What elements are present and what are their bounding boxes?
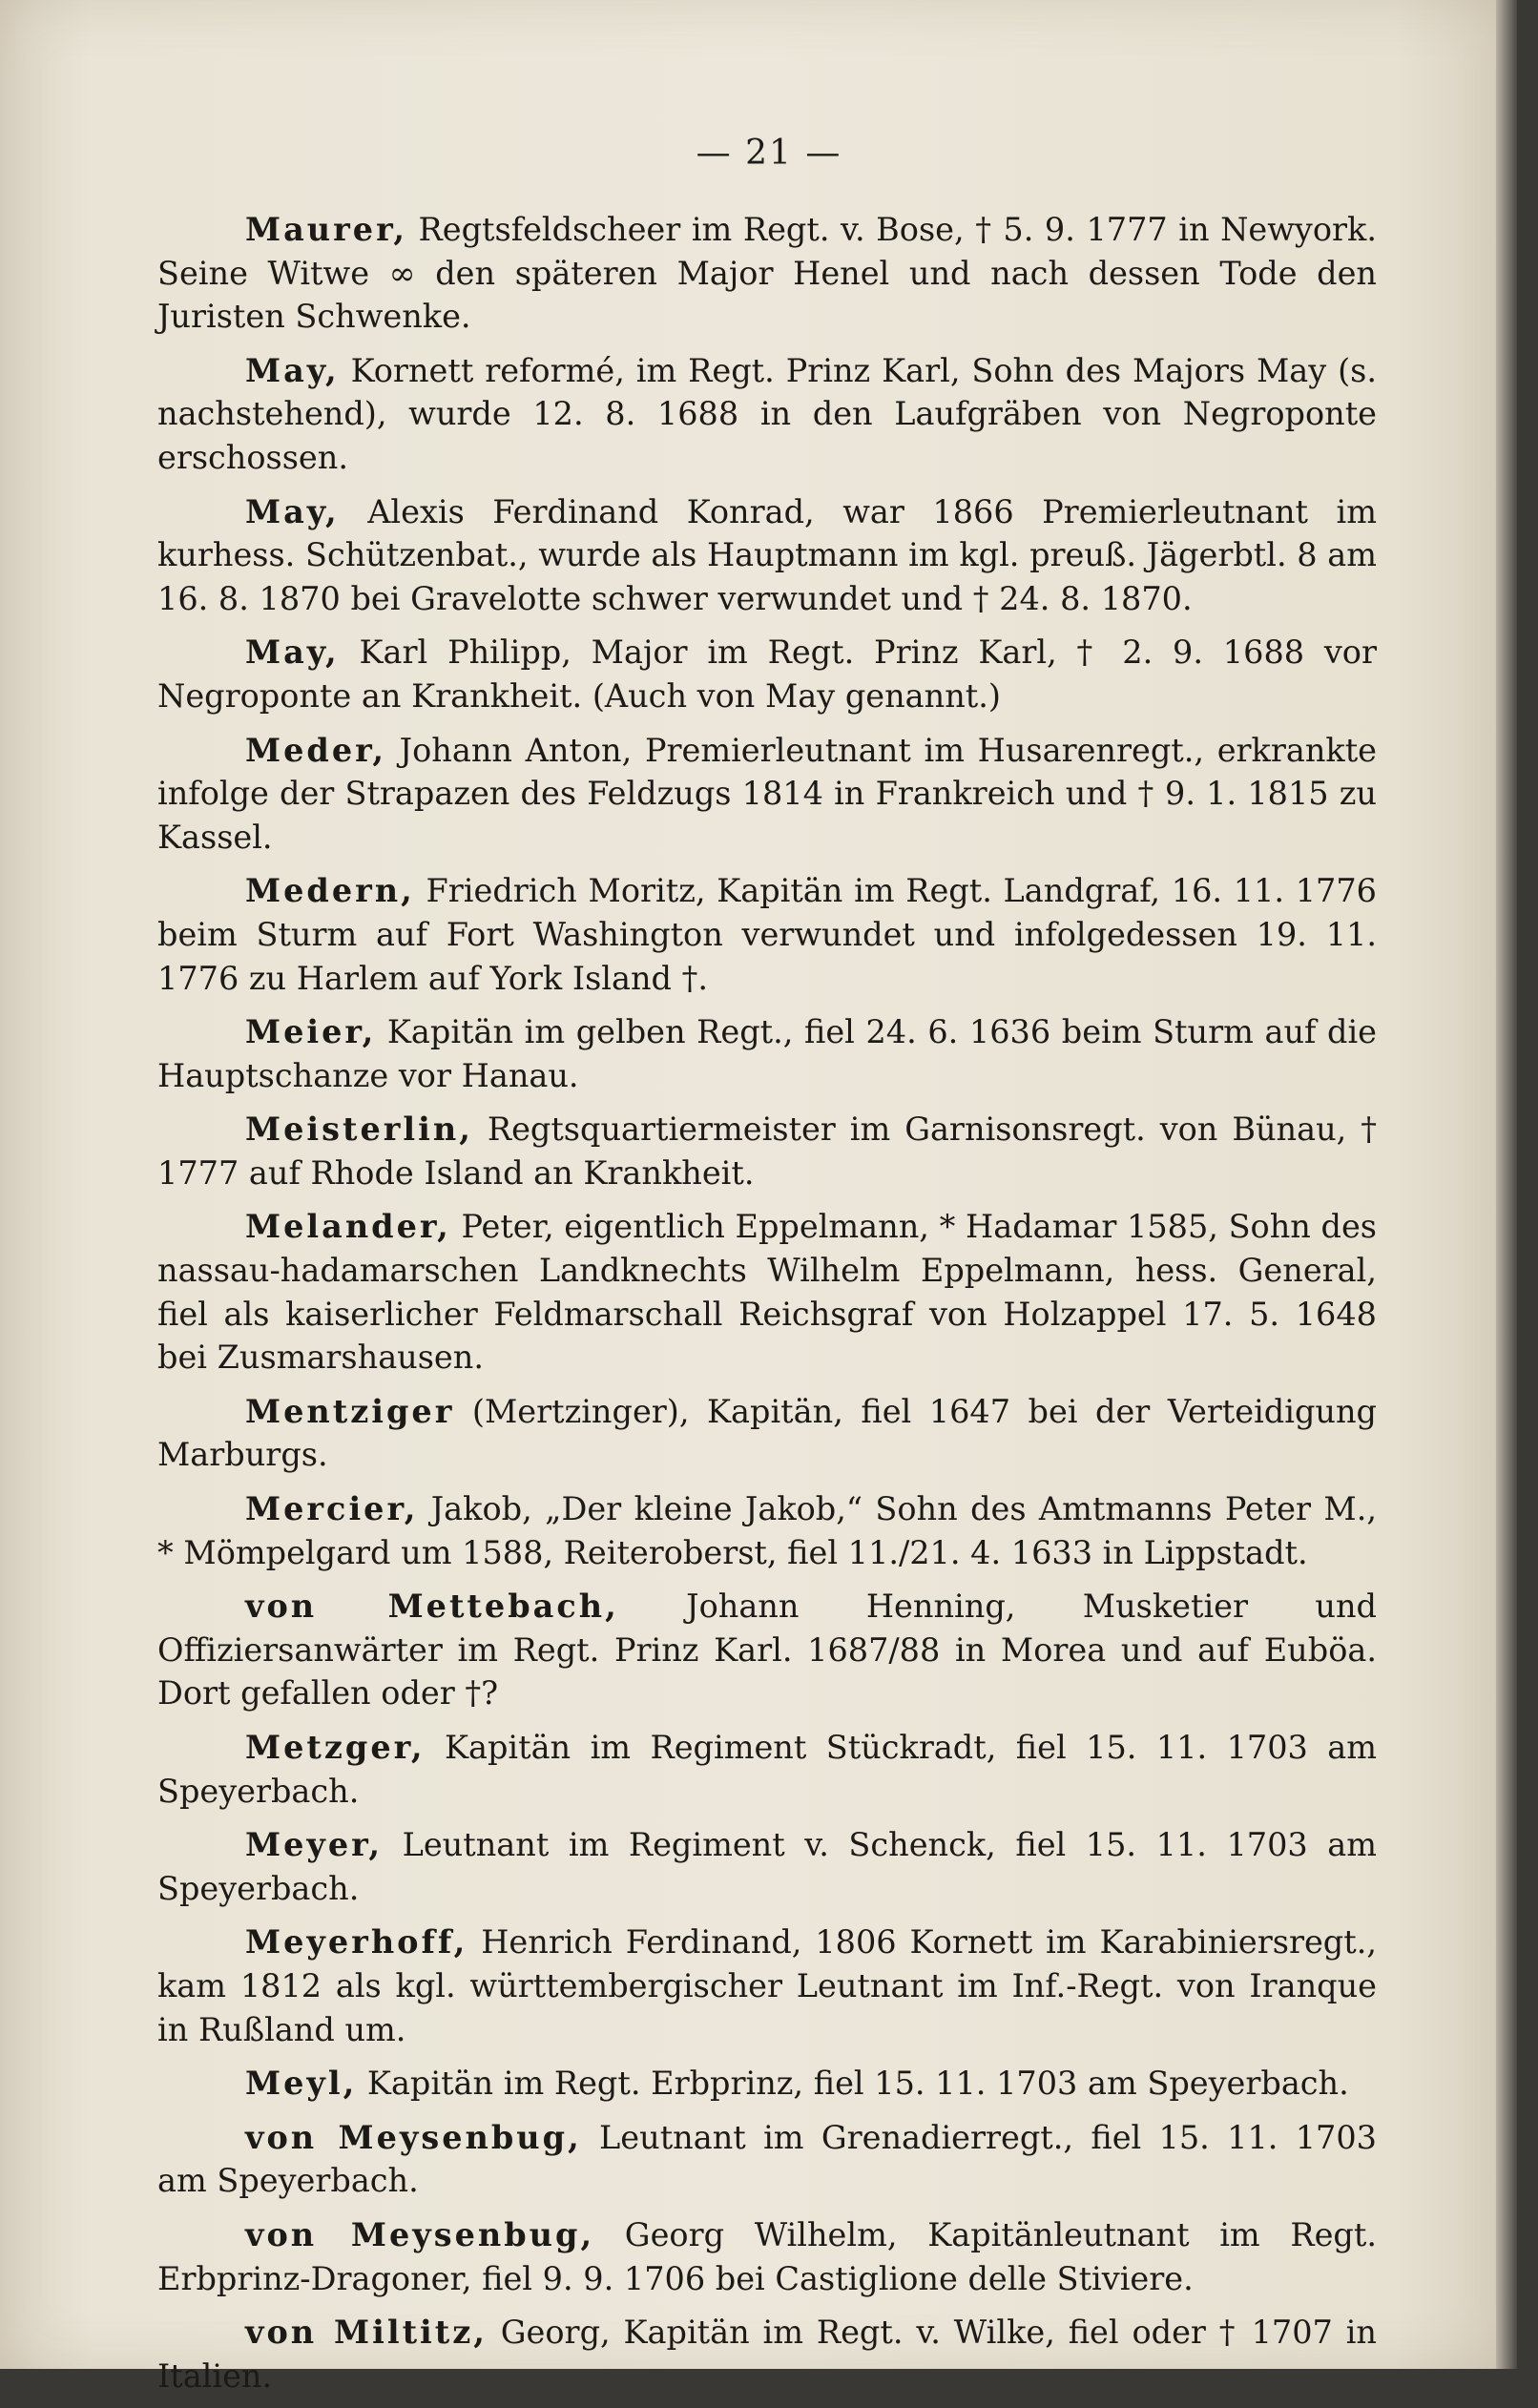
entry-name: Metzger, bbox=[245, 1729, 426, 1766]
entry-name: Meder, bbox=[245, 731, 387, 769]
entry-name: May, bbox=[245, 492, 340, 530]
list-item bbox=[157, 1205, 1377, 1379]
entry-text: Henrich Ferdinand, 1806 Kornett im Karabiniersregt., kam 1812 als kgl. württembergischer Leutnant im Inf.-Regt. von Iranque in Rußland um. bbox=[157, 1923, 1377, 2048]
entry-text: Leutnant im Grenadierregt., fiel 15. 11. 1703 am Speyerbach. bbox=[157, 2118, 1377, 2200]
list-item bbox=[157, 729, 1377, 860]
entry-name: von Meysenbug, bbox=[245, 2215, 595, 2253]
entry-text: Jakob, „Der kleine Jakob,“ Sohn des Amtmanns Peter M., * Mömpelgard um 1588, Reiteroberst, fiel 11./21. 4. 1633 in Lippstadt. bbox=[157, 1490, 1377, 1571]
page-number: — 21 — bbox=[696, 134, 842, 173]
entry-name: von Mettebach, bbox=[245, 1588, 619, 1626]
list-item bbox=[157, 2062, 1377, 2106]
list-item bbox=[157, 208, 1377, 339]
entry-text: Georg, Kapitän im Regt. v. Wilke, fiel oder † 1707 in Italien. bbox=[157, 2314, 1377, 2395]
entry-name: Meyerhoff, bbox=[245, 1923, 468, 1962]
list-item bbox=[157, 349, 1377, 480]
entry-name: von Miltitz, bbox=[245, 2314, 488, 2352]
entry-name: Maurer, bbox=[245, 211, 407, 248]
entry-text: Regtsquartiermeister im Garnisonsregt. von Bünau, † 1777 auf Rhode Island an Krankheit. bbox=[157, 1111, 1377, 1192]
list-item bbox=[157, 2213, 1377, 2300]
list-item bbox=[157, 1823, 1377, 1910]
entry-name: von Meysenbug, bbox=[245, 2118, 582, 2156]
entry-name: Meyl, bbox=[245, 2065, 358, 2103]
entry-text: Alexis Ferdinand Konrad, war 1866 Premierleutnant im kurhess. Schützenbat., wurde als Hauptmann im kgl. preuß. Jägerbtl. 8 am 16. 8. 1870 bei Gravelotte schwer verwundet und † 24. 8. 1870. bbox=[157, 492, 1377, 617]
entry-text: Kapitän im Regiment Stückradt, fiel 15. 11. 1703 am Speyerbach. bbox=[157, 1729, 1377, 1810]
entry-name: Mentziger bbox=[245, 1392, 455, 1430]
list-item bbox=[157, 1010, 1377, 1097]
list-item bbox=[157, 1390, 1377, 1477]
list-item bbox=[157, 1920, 1377, 2051]
entry-text: Kornett reformé, im Regt. Prinz Karl, Sohn des Majors May (s. nachstehend), wurde 12. 8. 1688 in den Laufgräben von Negroponte erschossen. bbox=[157, 351, 1377, 476]
entry-name: May, bbox=[245, 633, 340, 672]
entry-name: Meier, bbox=[245, 1013, 377, 1051]
entry-text: Kapitän im gelben Regt., fiel 24. 6. 1636 beim Sturm auf die Hauptschanze vor Hanau. bbox=[157, 1013, 1377, 1094]
page-edge bbox=[1496, 0, 1517, 2369]
entry-text: Johann Henning, Musketier und Offiziersanwärter im Regt. Prinz Karl. 1687/88 in Morea und auf Euböa. Dort gefallen oder †? bbox=[157, 1588, 1377, 1713]
entry-text: Leutnant im Regiment v. Schenck, fiel 15. 11. 1703 am Speyerbach. bbox=[157, 1826, 1377, 1907]
entry-text: Georg Wilhelm, Kapitänleutnant im Regt. Erbprinz-Dragoner, fiel 9. 9. 1706 bei Castiglione delle Stiviere. bbox=[157, 2215, 1377, 2297]
entry-name: Mercier, bbox=[245, 1490, 419, 1528]
entry-name: Meisterlin, bbox=[245, 1111, 473, 1149]
entry-name: May, bbox=[245, 351, 340, 389]
entry-text: Friedrich Moritz, Kapitän im Regt. Landgraf, 16. 11. 1776 beim Sturm auf Fort Washington verwundet und infolgedessen 19. 11. 1776 zu Harlem auf York Island †. bbox=[157, 872, 1377, 997]
entry-text: (Mertzinger), Kapitän, fiel 1647 bei der Verteidigung Marburgs. bbox=[157, 1392, 1377, 1474]
list-item bbox=[157, 1108, 1377, 1194]
entry-list bbox=[157, 208, 1377, 2408]
list-item bbox=[157, 631, 1377, 717]
list-item bbox=[157, 1585, 1377, 1715]
list-item bbox=[157, 869, 1377, 1000]
entry-name: Meyer, bbox=[245, 1826, 384, 1864]
entry-text: Karl Philipp, Major im Regt. Prinz Karl, † 2. 9. 1688 vor Negroponte an Krankheit. (Auch von May genannt.) bbox=[157, 633, 1377, 715]
entry-text: Kapitän im Regt. Erbprinz, fiel 15. 11. 1703 am Speyerbach. bbox=[357, 2065, 1349, 2103]
entry-text: Regtsfeldscheer im Regt. v. Bose, † 5. 9. 1777 in Newyork. Seine Witwe ∞ den späteren Major Henel und nach dessen Tode den Juristen Schwenke. bbox=[157, 211, 1377, 336]
entry-name: Melander, bbox=[245, 1208, 451, 1246]
list-item bbox=[157, 1726, 1377, 1813]
list-item bbox=[157, 490, 1377, 621]
entry-name: Medern, bbox=[245, 872, 415, 910]
entry-text: Johann Anton, Premierleutnant im Husarenregt., erkrankte infolge der Strapazen des Feldzugs 1814 in Frankreich und † 9. 1. 1815 zu Kassel. bbox=[157, 731, 1377, 856]
list-item bbox=[157, 2311, 1377, 2398]
entry-text: Peter, eigentlich Eppelmann, * Hadamar 1585, Sohn des nassau-hadamarschen Landknechts Wilhelm Eppelmann, hess. General, fiel als kaiserlicher Feldmarschall Reichsgraf von Holzappel 17. 5. 1648 bei Zusmarshausen. bbox=[157, 1208, 1377, 1377]
list-item bbox=[157, 1487, 1377, 1574]
list-item bbox=[157, 2116, 1377, 2203]
